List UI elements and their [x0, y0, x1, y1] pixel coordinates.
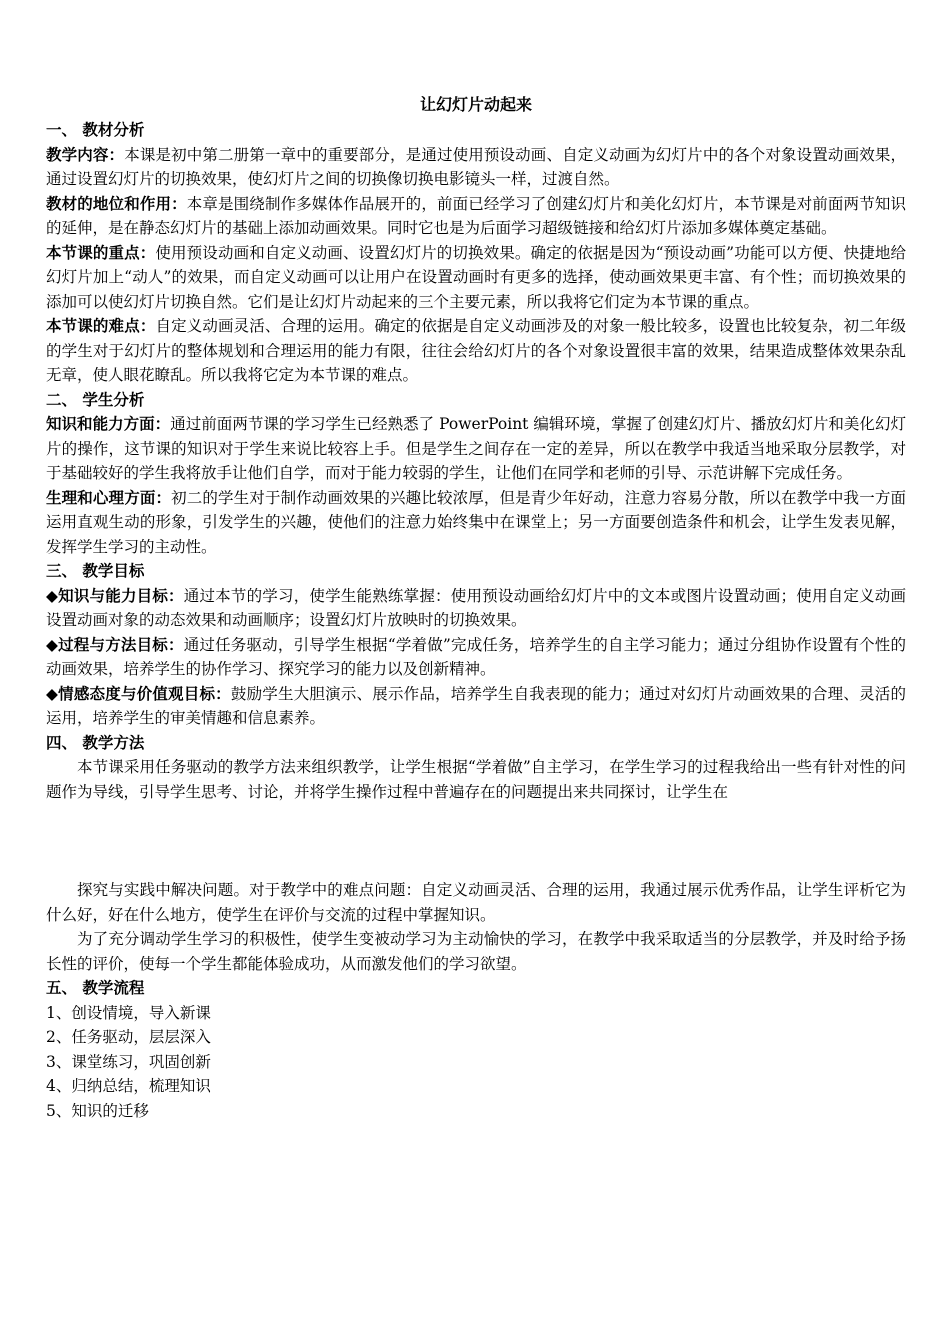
paragraph-method-1: 本节课采用任务驱动的教学方法来组织教学，让学生根据“学着做”自主学习，在学生学习的过程我给出一些有针对性的问题作为导线，引导学生思考、讨论，并将学生操作过程中普遍存在的问题提出来共同探讨，让学生在	[46, 758, 906, 801]
paragraph-text: 通过任务驱动，引导学生根据“学着做”完成任务，培养学生的自主学习能力；通过分组协作设置有个性的动画效果，培养学生的协作学习、探究学习的能力以及创新精神。	[46, 635, 907, 678]
list-item: 2、任务驱动，层层深入	[46, 1028, 211, 1046]
paragraph-physiology-psychology	[46, 486, 906, 560]
paragraph-method-2: 探究与实践中解决问题。对于教学中的难点问题：自定义动画灵活、合理的运用，我通过展示优秀作品，让学生评析它为什么好，好在什么地方，使学生在评价与交流的过程中掌握知识。	[46, 881, 906, 924]
paragraph-text: 初二的学生对于制作动画效果的兴趣比较浓厚，但是青少年好动，注意力容易分散，所以在教学中我一方面运用直观生动的形象，引发学生的兴趣，使他们的注意力始终集中在课堂上；另一方面要创造条件和机会，让学生发表见解，发挥学生学习的主动性。	[46, 488, 906, 556]
paragraph-text: 鼓励学生大胆演示、展示作品，培养学生自我表现的能力；通过对幻灯片动画效果的合理、灵活的运用，培养学生的审美情趣和信息素养。	[46, 684, 906, 727]
paragraph-label: 本节课的重点：	[46, 242, 156, 262]
list-item: 3、课堂练习，巩固创新	[46, 1052, 211, 1071]
paragraph-text: 本章是围绕制作多媒体作品展开的，前面已经学习了创建幻灯片和美化幻灯片，本节课是对前面两节知识的延伸，是在静态幻灯片的基础上添加动画效果。同时它也是为后面学习超级链接和给幻灯片添加多媒体奠定基础。	[46, 194, 906, 237]
page-break-gap	[46, 804, 906, 878]
paragraph-text: 本课是初中第二册第一章中的重要部分，是通过使用预设动画、自定义动画为幻灯片中的各个对象设置动画效果，通过设置幻灯片的切换效果，使幻灯片之间的切换像切换电影镜头一样，过渡自然。	[46, 145, 906, 188]
paragraph-teaching-content	[46, 143, 906, 192]
paragraph-text: 通过前面两节课的学习学生已经熟悉了 PowerPoint 编辑环境，掌握了创建幻灯片、播放幻灯片和美化幻灯片的操作，这节课的知识对于学生来说比较容上手。但是学生之间存在一定的差异，所以在教学中我适当地采取分层教学，对于基础较好的学生我将放手让他们自学，而对于能力较弱的学生，让他们在同学和老师的引导、示范讲解下完成任务。	[46, 415, 906, 482]
paragraph-textbook-role	[46, 192, 906, 241]
paragraph-text: 使用预设动画和自定义动画、设置幻灯片的切换效果。确定的依据是因为“预设动画”功能可以方便、快捷地给幻灯片加上“动人”的效果，而自定义动画可以让用户在设置动画时有更多的选择，使动画效果更丰富、有个性；而切换效果的添加可以使幻灯片切换自然。它们是让幻灯片动起来的三个主要元素，所以我将它们定为本节课的重点。	[46, 243, 906, 311]
paragraph-difficulties	[46, 314, 906, 388]
section-heading-textbook-analysis: 一、 教材分析	[46, 120, 145, 139]
section-heading-teaching-flow: 五、 教学流程	[46, 978, 145, 997]
paragraph-text: 通过本节的学习，使学生能熟练掌握：使用预设动画给幻灯片中的文本或图片设置动画；使用自定义动画设置动画对象的动态效果和动画顺序；设置幻灯片放映时的切换效果。	[46, 586, 906, 629]
list-item: 4、归纳总结，梳理知识	[46, 1077, 211, 1095]
paragraph-label: 生理和心理方面：	[46, 487, 172, 507]
paragraph-label: ◆情感态度与价值观目标：	[46, 683, 231, 703]
list-item: 1、创设情境，导入新课	[46, 1003, 211, 1022]
paragraph-knowledge-ability	[46, 412, 906, 486]
document-title: 让幻灯片动起来	[419, 95, 532, 114]
document-page	[46, 92, 906, 1123]
list-item: 5、知识的迁移	[46, 1101, 149, 1120]
paragraph-goal-process	[46, 633, 906, 682]
paragraph-label: 知识和能力方面：	[46, 414, 171, 433]
section-heading-student-analysis: 二、 学生分析	[46, 389, 145, 409]
section-heading-teaching-goals: 三、 教学目标	[46, 561, 145, 580]
paragraph-goal-emotion	[46, 682, 906, 731]
paragraph-goal-knowledge	[46, 584, 906, 633]
section-heading-teaching-method: 四、 教学方法	[46, 732, 145, 752]
paragraph-label: 教材的地位和作用：	[46, 193, 187, 213]
paragraph-key-points	[46, 241, 906, 315]
paragraph-label: ◆过程与方法目标：	[46, 634, 184, 654]
paragraph-label: 本节课的难点：	[46, 316, 156, 335]
paragraph-method-3: 为了充分调动学生学习的积极性，使学生变被动学习为主动愉快的学习，在教学中我采取适当的分层教学，并及时给予扬长性的评价，使每一个学生都能体验成功，从而激发他们的学习欲望。	[46, 930, 906, 973]
paragraph-label: 教学内容：	[46, 144, 125, 164]
paragraph-label: ◆知识与能力目标：	[46, 585, 184, 605]
paragraph-text: 自定义动画灵活、合理的运用。确定的依据是自定义动画涉及的对象一般比较多，设置也比较复杂，初二年级的学生对于幻灯片的整体规划和合理运用的能力有限，往往会给幻灯片的各个对象设置很丰富的效果，结果造成整体效果杂乱无章，使人眼花瞭乱。所以我将它定为本节课的难点。	[46, 317, 906, 384]
